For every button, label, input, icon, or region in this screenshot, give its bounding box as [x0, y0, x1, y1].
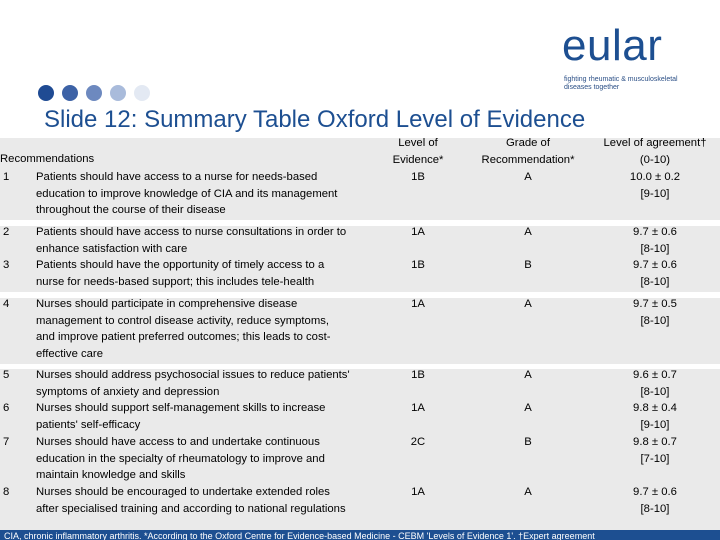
row-3-grade: B [524, 259, 532, 271]
row-5-level-of-evidence: 1B [411, 369, 425, 381]
row-8-agreement: 9.7 ± 0.6 [8-10] [633, 486, 677, 515]
row-6-agreement: 9.8 ± 0.4 [9-10] [633, 402, 677, 431]
evidence-table [0, 138, 720, 530]
row-6-level-of-evidence: 1A [411, 402, 425, 414]
row-2-agreement: 9.7 ± 0.6 [8-10] [633, 226, 677, 255]
dot-4-icon [110, 85, 126, 101]
row-1-grade: A [524, 171, 532, 183]
footer-bar [0, 530, 720, 540]
dot-2-icon [62, 85, 78, 101]
header-grade-of-recommendation: Grade of Recommendation* [481, 137, 575, 166]
row-2-level-of-evidence: 1A [411, 226, 425, 238]
dot-5-icon [134, 85, 150, 101]
footer-note: CIA, chronic inflammatory arthritis. *According to the Oxford Centre for Evidence-based Medicine - CEBM 'Levels of Evidence 1'. †Expert agreement [4, 531, 595, 540]
row-8-level-of-evidence: 1A [411, 486, 425, 498]
row-7-grade: B [524, 436, 532, 448]
row-1-recommendation: Patients should have access to a nurse for needs-based education to improve knowledge of CIA and its management throughout the course of their disease [36, 171, 338, 217]
row-7-agreement: 9.8 ± 0.7 [7-10] [633, 436, 677, 465]
header-level-of-evidence: Level of Evidence* [392, 137, 444, 166]
row-2-number: 2 [3, 226, 10, 238]
row-7-level-of-evidence: 2C [410, 436, 426, 448]
row-3-agreement: 9.7 ± 0.6 [8-10] [633, 259, 677, 288]
row-6-number: 6 [3, 402, 10, 414]
header-level-of-agreement: Level of agreement† (0-10) [603, 137, 707, 166]
header-recommendations: Recommendations [0, 153, 95, 165]
row-3-number: 3 [3, 259, 10, 271]
logo-tagline: fighting rheumatic & musculoskeletal diseases together [564, 76, 678, 91]
row-5-recommendation: Nurses should address psychosocial issues to reduce patients' symptoms of anxiety and depression [36, 369, 350, 398]
row-1-number: 1 [3, 171, 10, 183]
row-5-number: 5 [3, 369, 10, 381]
row-1-level-of-evidence: 1B [411, 171, 425, 183]
row-3-recommendation: Patients should have the opportunity of timely access to a nurse for needs-based support; this includes tele-health [36, 259, 325, 288]
row-7-number: 7 [3, 436, 10, 448]
dot-3-icon [86, 85, 102, 101]
logo-wordmark: eular [562, 21, 663, 70]
row-6-recommendation: Nurses should support self-management skills to increase patients' self-efficacy [36, 402, 326, 431]
slide-title: Slide 12: Summary Table Oxford Level of Evidence [44, 106, 586, 133]
eular-logo [562, 21, 712, 92]
row-5-agreement: 9.6 ± 0.7 [8-10] [633, 369, 677, 398]
row-2-grade: A [524, 226, 532, 238]
row-1-agreement: 10.0 ± 0.2 [9-10] [629, 171, 681, 200]
row-4-grade: A [524, 298, 532, 310]
row-4-level-of-evidence: 1A [411, 298, 425, 310]
row-8-grade: A [524, 486, 532, 498]
row-3-level-of-evidence: 1B [411, 259, 425, 271]
row-8-recommendation: Nurses should be encouraged to undertake extended roles after specialised training and according to national regulations [36, 486, 346, 515]
row-4-agreement: 9.7 ± 0.5 [8-10] [633, 298, 677, 327]
row-4-number: 4 [3, 298, 10, 310]
row-2-recommendation: Patients should have access to nurse consultations in order to enhance satisfaction with care [36, 226, 347, 255]
row-6-grade: A [524, 402, 532, 414]
row-7-recommendation: Nurses should have access to and undertake continuous education in the specialty of rheumatology to improve and maintain knowledge and skills [36, 436, 325, 482]
row-4-recommendation: Nurses should participate in comprehensive disease management to control disease activity, reduce symptoms, and improve patient preferred outcomes; this leads to cost- effective care [36, 298, 331, 360]
row-5-grade: A [524, 369, 532, 381]
dot-1-icon [38, 85, 54, 101]
row-8-number: 8 [3, 486, 10, 498]
